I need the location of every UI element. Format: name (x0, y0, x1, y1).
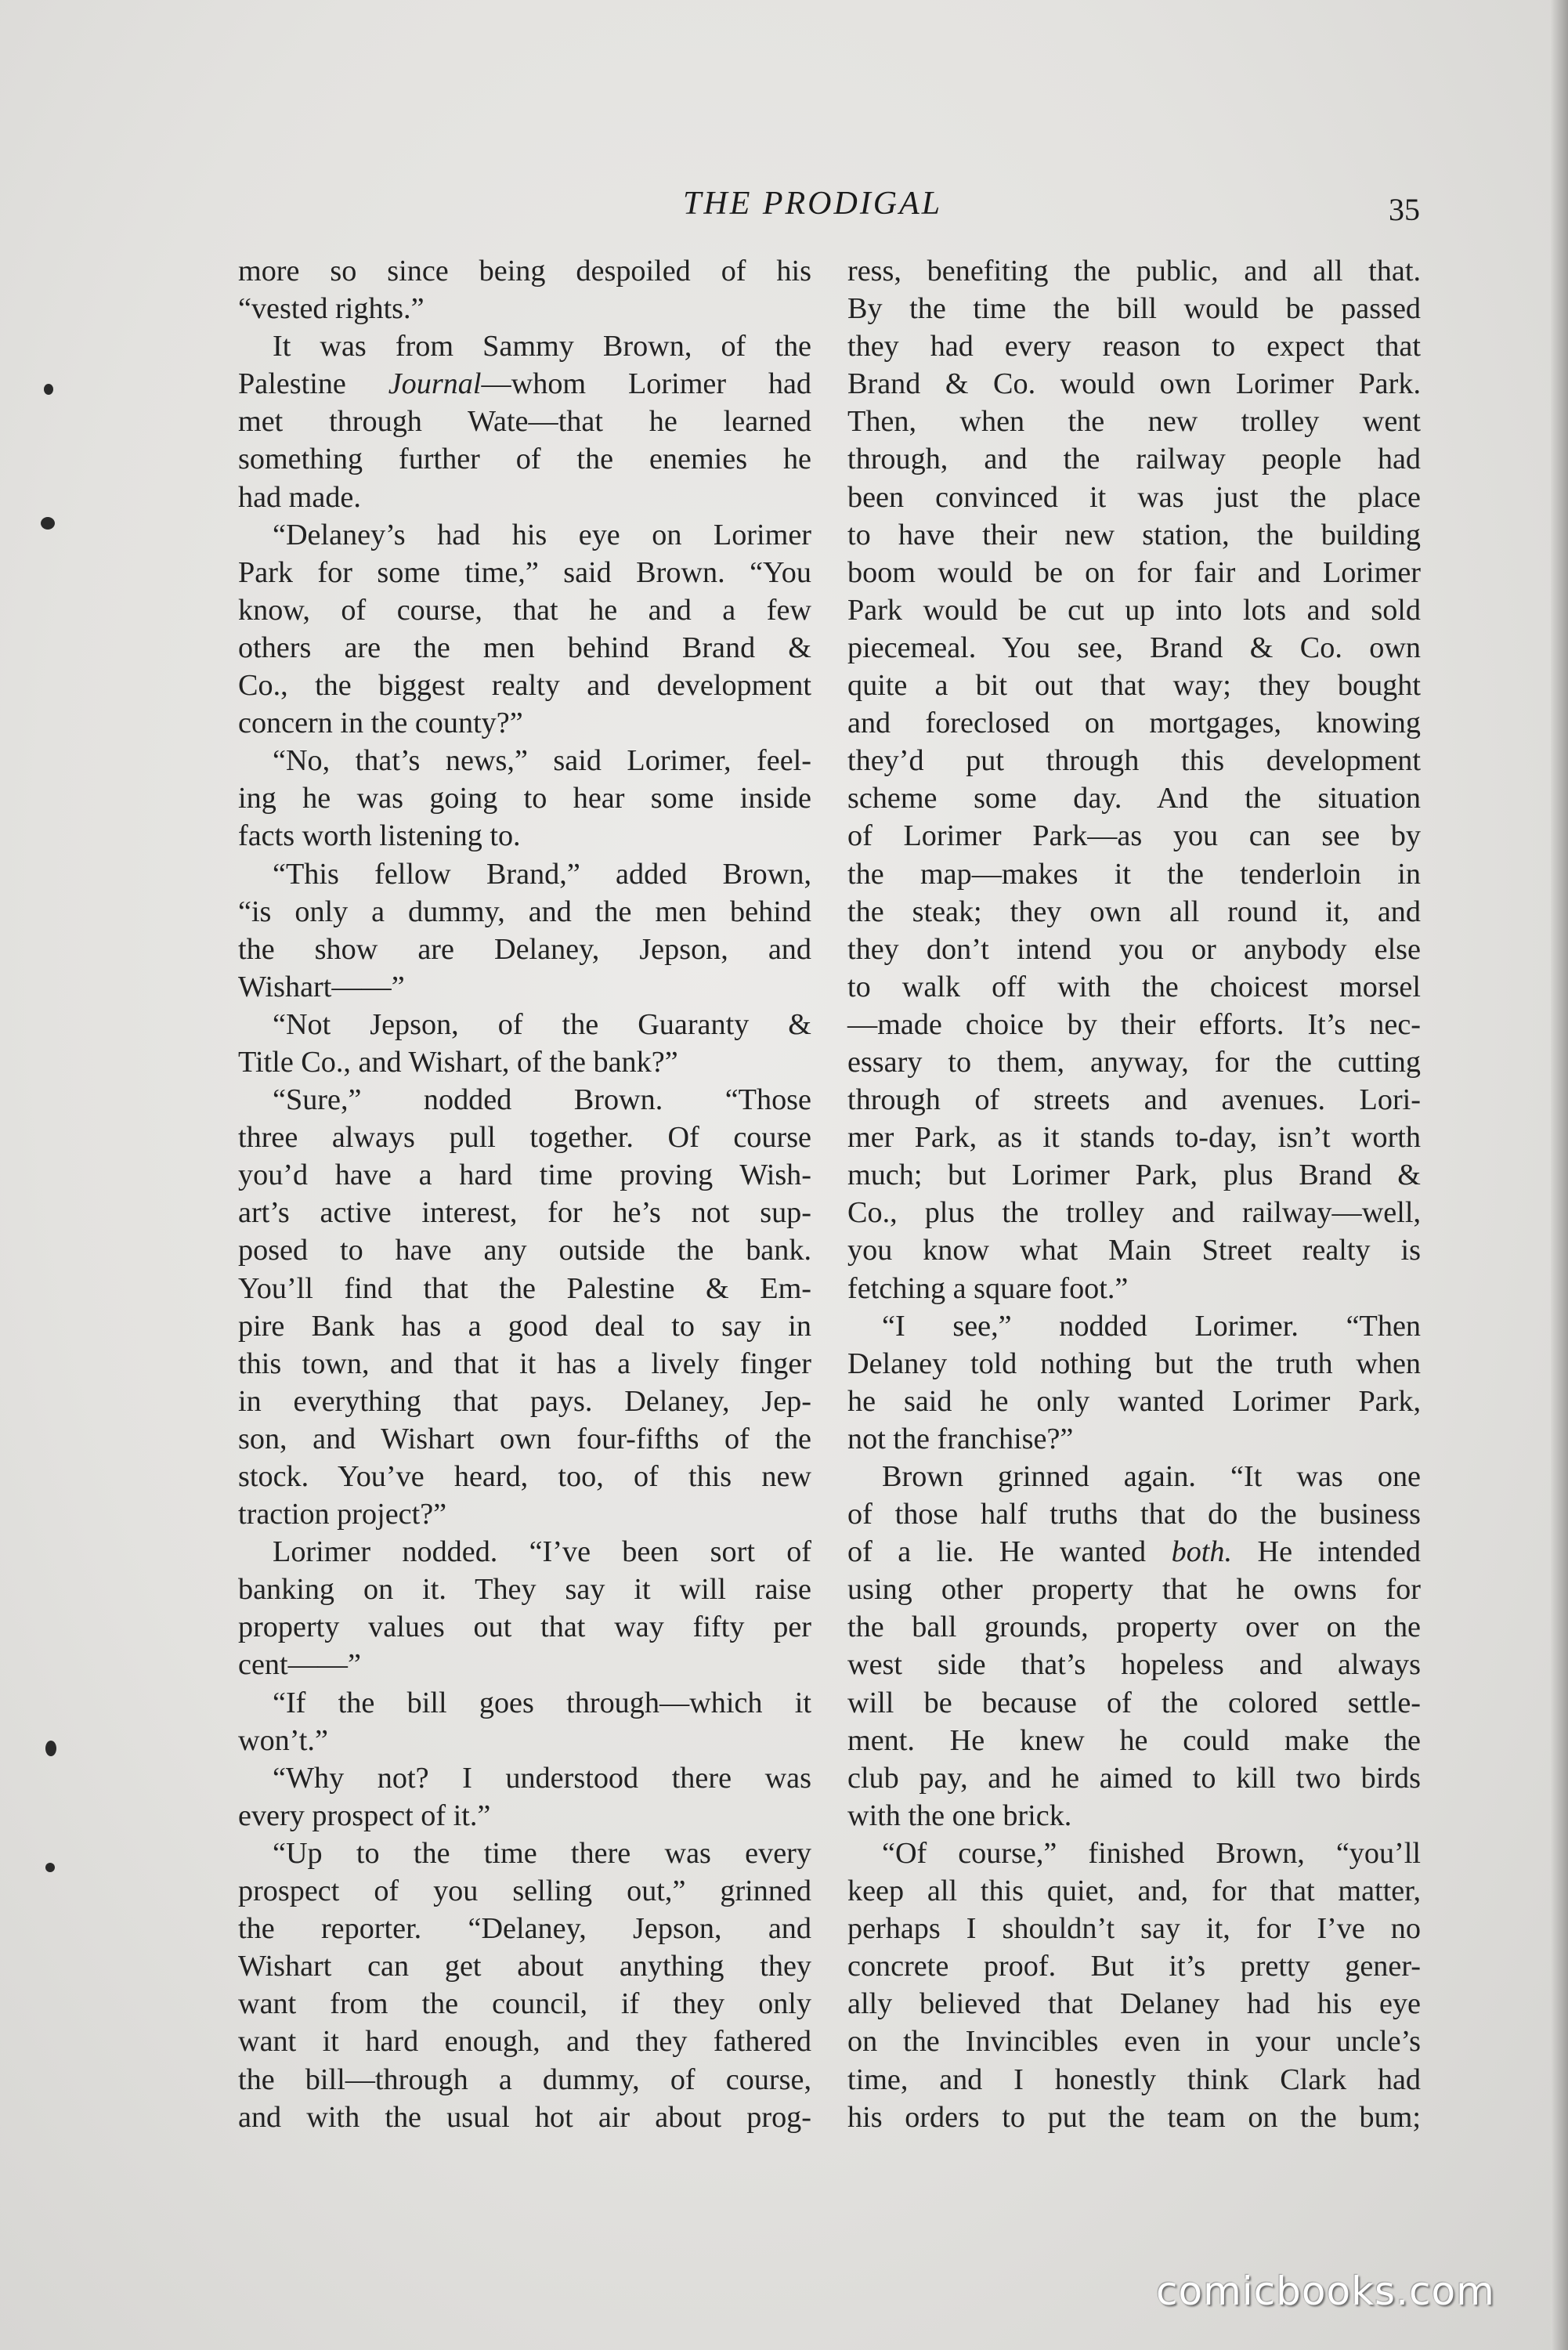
text-line: By the time the bill would be passed (847, 292, 1421, 326)
text-line: mer Park, as it stands to-day, isn’t worth (847, 1121, 1421, 1155)
text-line: scheme some day. And the situation (847, 782, 1421, 815)
text-line: “vested rights.” (238, 292, 425, 326)
binding-hole (44, 384, 53, 395)
text-line: through, and the railway people had (847, 443, 1421, 476)
text-line: on the Invincibles even in your uncle’s (847, 2025, 1421, 2059)
text-line: —made choice by their efforts. It’s nec- (847, 1007, 1421, 1041)
text-line: fetching a square foot.” (847, 1271, 1129, 1305)
binding-hole (41, 517, 55, 530)
running-head (0, 185, 1568, 227)
text-line: facts worth listening to. (238, 819, 521, 853)
text-line: “Of course,” finished Brown, “you’ll (882, 1836, 1421, 1870)
binding-hole (45, 1863, 55, 1872)
text-line: you know what Main Street realty is (847, 1234, 1421, 1267)
text-line: the show are Delaney, Jepson, and (238, 932, 811, 966)
text-line: club pay, and he aimed to kill two birds (847, 1761, 1421, 1795)
text-line: through of streets and avenues. Lori- (847, 1083, 1421, 1117)
text-line: Delaney told nothing but the truth when (847, 1347, 1421, 1380)
text-line: “Why not? I understood there was (273, 1761, 811, 1795)
text-line: Then, when the new trolley went (847, 405, 1421, 439)
text-line: of a lie. He wanted both. He intended (847, 1535, 1421, 1569)
text-line: won’t.” (238, 1723, 328, 1757)
watermark: comicbooks.com (1156, 2269, 1495, 2314)
text-line: Park would be cut up into lots and sold (847, 593, 1421, 627)
text-line: want it hard enough, and they fathered (238, 2025, 811, 2059)
text-line: “Sure,” nodded Brown. “Those (273, 1083, 811, 1117)
page-number: 35 (1389, 192, 1420, 227)
text-line: traction project?” (238, 1498, 447, 1531)
text-line: west side that’s hopeless and always (847, 1648, 1421, 1682)
text-line: concrete proof. But it’s pretty gener- (847, 1950, 1421, 1983)
text-column-right (847, 252, 1421, 2136)
text-line: quite a bit out that way; they bought (847, 669, 1421, 703)
text-line: know, of course, that he and a few (238, 593, 811, 627)
text-line: You’ll find that the Palestine & Em- (238, 1271, 811, 1305)
text-line: “is only a dummy, and the men behind (238, 895, 811, 928)
text-line: It was from Sammy Brown, of the (273, 330, 811, 363)
text-line: ress, benefiting the public, and all that. (847, 255, 1421, 287)
text-line: the bill—through a dummy, of course, (238, 2063, 811, 2096)
text-line: they had every reason to expect that (847, 330, 1421, 363)
text-line: three always pull together. Of course (238, 1121, 811, 1155)
text-line: boom would be on for fair and Lorimer (847, 555, 1421, 589)
text-line: more so since being despoiled of his (238, 255, 811, 287)
text-line: time, and I honestly think Clark had (847, 2063, 1421, 2096)
text-line: concern in the county?” (238, 707, 523, 740)
text-line: Wishart can get about anything they (238, 1950, 811, 1983)
text-line: Wishart——” (238, 970, 405, 1003)
text-line: Palestine Journal—whom Lorimer had (238, 367, 811, 401)
text-column-left (238, 252, 811, 2136)
text-line: they don’t intend you or anybody else (847, 932, 1421, 966)
text-line: not the franchise?” (847, 1422, 1074, 1455)
running-title: THE PRODIGAL (683, 186, 943, 222)
text-line: banking on it. They say it will raise (238, 1573, 811, 1607)
text-line: Lorimer nodded. “I’ve been sort of (273, 1535, 811, 1569)
text-line: art’s active interest, for he’s not sup- (238, 1196, 811, 1230)
text-line: to walk off with the choicest morsel (847, 970, 1421, 1003)
text-line: the steak; they own all round it, and (847, 895, 1421, 928)
text-line: every prospect of it.” (238, 1799, 491, 1832)
text-line: met through Wate—that he learned (238, 405, 811, 439)
text-line: prospect of you selling out,” grinned (238, 1875, 811, 1908)
text-line: Brand & Co. would own Lorimer Park. (847, 367, 1421, 401)
text-line: ing he was going to hear some inside (238, 782, 811, 815)
text-line: this town, and that it has a lively finger (238, 1347, 811, 1380)
text-line: using other property that he owns for (847, 1573, 1421, 1607)
page-edge-shadow (1551, 0, 1568, 2350)
text-line: “I see,” nodded Lorimer. “Then (882, 1309, 1421, 1343)
text-line: ment. He knew he could make the (847, 1723, 1421, 1757)
text-line: with the one brick. (847, 1799, 1072, 1832)
text-line: his orders to put the team on the bum; (847, 2100, 1421, 2134)
text-line: much; but Lorimer Park, plus Brand & (847, 1159, 1421, 1192)
text-line: in everything that pays. Delaney, Jep- (238, 1384, 811, 1418)
text-line: ally believed that Delaney had his eye (847, 1987, 1421, 2021)
text-line: “This fellow Brand,” added Brown, (273, 857, 811, 891)
text-line: and with the usual hot air about prog- (238, 2100, 811, 2134)
text-line: “No, that’s news,” said Lorimer, feel- (273, 744, 811, 778)
text-line: Co., plus the trolley and railway—well, (847, 1196, 1421, 1230)
text-line: will be because of the colored settle- (847, 1686, 1421, 1719)
text-line: the ball grounds, property over on the (847, 1611, 1421, 1644)
text-line: Title Co., and Wishart, of the bank?” (238, 1045, 678, 1079)
text-line: “Not Jepson, of the Guaranty & (273, 1007, 811, 1041)
text-line: stock. You’ve heard, too, of this new (238, 1460, 811, 1493)
text-line: they’d put through this development (847, 744, 1421, 778)
text-line: piecemeal. You see, Brand & Co. own (847, 631, 1421, 664)
text-line: others are the men behind Brand & (238, 631, 811, 664)
text-line: keep all this quiet, and, for that matter, (847, 1875, 1421, 1908)
text-line: to have their new station, the building (847, 518, 1421, 551)
text-line: of Lorimer Park—as you can see by (847, 819, 1421, 853)
text-line: Co., the biggest realty and development (238, 669, 811, 703)
text-line: of those half truths that do the business (847, 1498, 1421, 1531)
text-line: “Delaney’s had his eye on Lorimer (273, 518, 811, 551)
text-line: had made. (238, 480, 361, 514)
text-line: “Up to the time there was every (273, 1836, 811, 1870)
text-line: property values out that way fifty per (238, 1611, 811, 1644)
text-line: essary to them, anyway, for the cutting (847, 1045, 1421, 1079)
text-line: pire Bank has a good deal to say in (238, 1309, 811, 1343)
text-line: cent——” (238, 1648, 361, 1682)
text-line: he said he only wanted Lorimer Park, (847, 1384, 1421, 1418)
text-line: you’d have a hard time proving Wish- (238, 1159, 811, 1192)
text-line: something further of the enemies he (238, 443, 811, 476)
text-line: “If the bill goes through—which it (273, 1686, 811, 1719)
text-line: and foreclosed on mortgages, knowing (847, 707, 1421, 740)
text-line: the reporter. “Delaney, Jepson, and (238, 1912, 811, 1946)
text-line: son, and Wishart own four-fifths of the (238, 1422, 811, 1455)
text-line: Park for some time,” said Brown. “You (238, 555, 811, 589)
text-line: Brown grinned again. “It was one (882, 1460, 1421, 1493)
text-line: perhaps I shouldn’t say it, for I’ve no (847, 1912, 1421, 1946)
text-line: posed to have any outside the bank. (238, 1234, 811, 1267)
text-line: been convinced it was just the place (847, 480, 1421, 514)
text-line: the map—makes it the tenderloin in (847, 857, 1421, 891)
text-line: want from the council, if they only (238, 1987, 811, 2021)
binding-hole (45, 1741, 56, 1756)
